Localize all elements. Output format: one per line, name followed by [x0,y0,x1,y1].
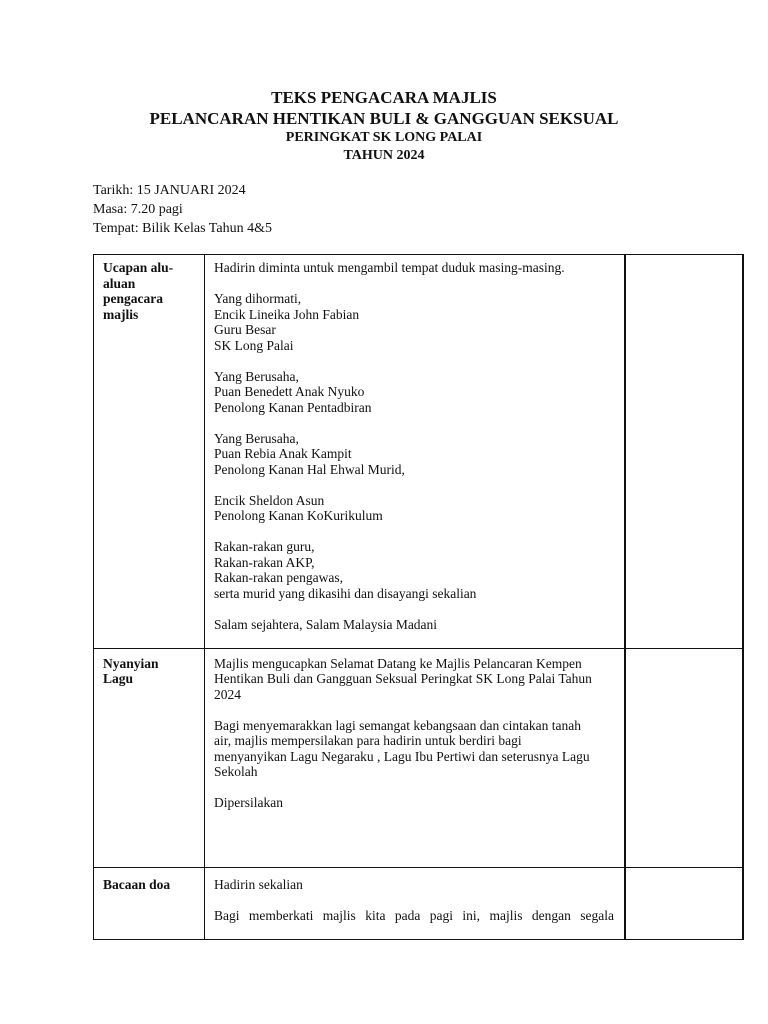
script-line: Dipersilakan [214,795,283,810]
script-paragraph [214,617,614,633]
script-line: serta murid yang dikasihi dan disayangi sekalian [214,585,477,601]
script-paragraph [214,291,614,353]
script-text-cell [205,255,626,649]
section-label-line: aluan [103,275,136,291]
script-paragraph [214,795,614,811]
script-paragraph [214,539,614,601]
script-line: Rakan-rakan pengawas, [214,570,343,585]
script-paragraph [214,369,614,416]
section-label-cell [94,255,205,649]
section-label [94,868,204,893]
document-subtitle: PELANCARAN HENTIKAN BULI & GANGGUAN SEKSUAL [149,109,619,128]
event-date: Tarikh: 15 JANUARI 2024 [93,183,246,198]
script-line: Rakan-rakan guru, [214,539,315,554]
notes-cell [625,255,743,649]
notes-cell [625,867,743,939]
script-paragraph [214,431,614,478]
script-paragraph [214,656,614,703]
notes-cell [625,648,743,867]
section-label-line: Nyanyian [103,655,159,671]
table-row [94,867,744,939]
script-line: Bagi menyemarakkan lagi semangat kebangsaan dan cintakan tanah [214,717,581,733]
document-level: PERINGKAT SK LONG PALAI [285,130,483,145]
table-row [94,648,744,867]
section-label-line: pengacara [103,291,163,306]
section-label [94,255,204,322]
section-label-cell [94,867,205,939]
script-line: Encik Lineika John Fabian [214,306,360,322]
script-line: Yang Berusaha, [214,368,299,384]
script-line: Yang Berusaha, [214,430,299,446]
section-label-cell [94,648,205,867]
script-line: 2024 [214,686,241,702]
script-paragraph [214,877,614,893]
script-line: SK Long Palai [214,337,294,353]
script-line: Majlis mengucapkan Selamat Datang ke Majlis Pelancaran Kempen [214,655,582,671]
script-line: Rakan-rakan AKP, [214,554,315,570]
script-line: Penolong Kanan Pentadbiran [214,399,372,415]
script-paragraph [214,493,614,524]
script-line: Sekolah [214,764,258,779]
script-text-cell [205,867,626,939]
section-label-line: Lagu [103,671,134,686]
script-paragraph [214,260,614,276]
section-label [94,649,204,687]
script-line: Hadirin diminta untuk mengambil tempat duduk masing-masing. [214,260,565,275]
script-line: Guru Besar [214,322,276,337]
section-label-line: Bacaan doa [103,876,171,892]
script-table [93,254,744,940]
script-line: Penolong Kanan KoKurikulum [214,508,383,523]
document-title: TEKS PENGACARA MAJLIS [271,88,497,107]
document-year: TAHUN 2024 [343,148,425,163]
script-line: Penolong Kanan Hal Ehwal Murid, [214,461,405,477]
script-paragraph [214,718,614,780]
script-line: Hentikan Buli dan Gangguan Seksual Peringkat SK Long Palai Tahun [214,671,592,686]
event-place: Tempat: Bilik Kelas Tahun 4&5 [93,221,272,236]
table-row [94,255,744,649]
script-line: air, majlis mempersilakan para hadirin untuk berdiri bagi [214,733,522,748]
script-line: menyanyikan Lagu Negaraku , Lagu Ibu Pertiwi dan seterusnya Lagu [214,748,590,764]
event-time: Masa: 7.20 pagi [93,202,183,217]
script-line: Bagi memberkati majlis kita pada pagi ini, majlis dengan segala [214,907,614,923]
section-label-line: majlis [103,306,139,322]
script-text-cell [205,648,626,867]
script-line: Puan Rebia Anak Kampit [214,446,352,461]
section-label-line: Ucapan alu- [103,260,174,275]
script-line: Yang dihormati, [214,291,302,306]
script-line: Salam sejahtera, Salam Malaysia Madani [214,616,438,632]
script-line: Puan Benedett Anak Nyuko [214,384,365,399]
script-paragraph [214,908,614,924]
script-line: Encik Sheldon Asun [214,492,325,508]
script-line: Hadirin sekalian [214,876,303,892]
